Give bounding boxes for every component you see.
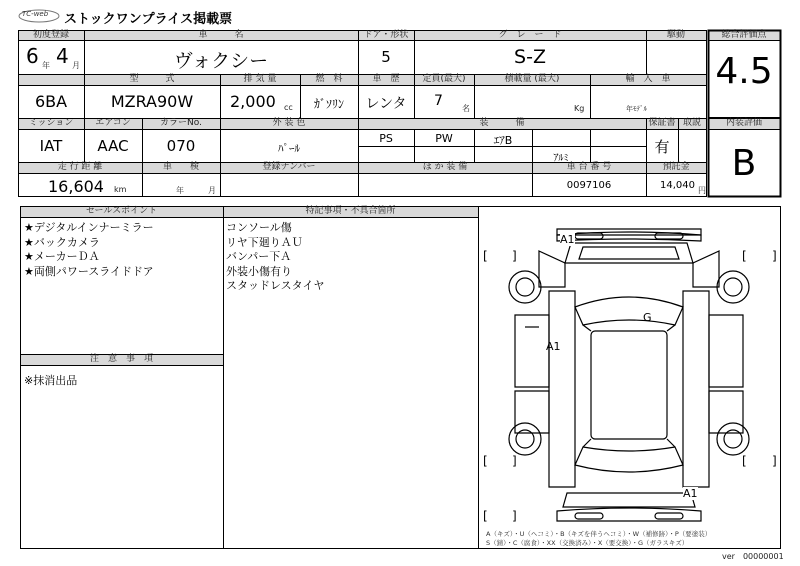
model-prefix: 6BA [34,92,68,111]
sales-points-label: セールスポイント [85,206,158,216]
history-label: 車 歴 [372,74,400,84]
serial-value: 0097106 [566,180,612,191]
serial-label: 車 台 番 号 [566,162,612,172]
model-value: MZRA90W [110,92,194,111]
price-value: 14,040 [660,180,695,191]
color-no-label: カラーNo. [160,118,202,128]
exterior-label: 外 装 色 [272,118,306,128]
doors-label: ドア・形状 [363,30,409,40]
damage-mark-rear: A1 [683,487,698,500]
import-label: 輸 入 車 [625,74,671,84]
equip-alumi: ｱﾙﾐ [553,153,569,164]
interior-score-label: 内装評価 [725,118,762,128]
carname-label: 車 名 [198,30,244,40]
list-item: バンパー下Ａ [226,250,292,263]
total-score: 4.5 [715,51,773,92]
drive-label: 駆動 [666,30,685,40]
inspection-label: 車 検 [162,162,199,172]
sales-points-list [24,221,154,279]
mileage-unit: km [114,185,127,194]
history-value: レンタ [365,96,407,112]
first-reg-year: 6 [26,44,39,68]
bracket-close: ] [772,249,777,263]
manual-label: 取説 [682,118,701,128]
carname-value: ヴォクシー [173,50,269,72]
remarks-label: 特記事項・不具合箇所 [305,206,396,216]
fuel-label: 燃 料 [315,74,343,84]
exterior-value: ﾊﾟｰﾙ [278,142,300,155]
ac-value: AAC [97,137,129,155]
load-label: 積載量 (最大) [504,74,560,84]
damage-mark-side: A1 [546,340,561,353]
damage-legend-line2: S（錆）・C（腐食）・XX（交換済み）・X（要交換）・G（ガラスキズ） [486,539,689,547]
disp-label: 排 気 量 [243,74,277,84]
bracket-close: ] [512,249,517,263]
version-label: ver 00000001 [722,552,784,561]
insp-year-unit: 年 [176,186,184,195]
list-item: ★デジタルインナーミラー [24,221,154,234]
damage-mark-front: A1 [560,233,575,246]
capacity-unit: 名 [462,104,470,113]
list-item: ★バックカメラ [24,235,100,249]
logo-text: TC-web [22,10,49,18]
equip-ps: PS [379,132,393,145]
plate-label: 登録ナンバー [262,162,316,172]
damage-legend-line1: A（キズ）・U（ヘコミ）・B（キズを伴うヘコミ）・W（補修跡）・P（要塗装） [486,530,712,538]
list-item: ★メーカーＤＡ [24,250,100,263]
fuel-value: ｶﾞｿﾘﾝ [313,97,344,111]
list-item: 外装小傷有り [226,264,292,278]
total-score-label: 総合評価点 [721,30,767,40]
color-no-value: 070 [166,137,196,155]
price-label: 預託金 [662,162,690,172]
notes-list [24,374,77,389]
bracket-close: ] [512,509,517,523]
bracket-close: ] [772,454,777,468]
warranty-label: 保証書 [648,118,676,128]
year-unit: 年 [42,61,50,70]
list-item: スタッドレスタイヤ [226,279,325,292]
bracket-close: ] [512,454,517,468]
capacity-value: 7 [434,93,443,109]
doors-value: 5 [381,48,391,66]
first-reg-label: 初度登録 [32,30,69,40]
ac-label: エアコン [95,118,131,128]
list-item: ※抹消出品 [24,374,78,387]
import-note: 年ﾓﾃﾞﾙ [626,105,647,113]
mileage-label: 走 行 距 離 [57,162,103,172]
list-item: コンソール傷 [226,221,292,234]
list-item: リヤ下廻りＡＵ [226,235,303,249]
capacity-label: 定員(最大) [422,74,466,84]
warranty-value: 有 [654,138,670,156]
page-title: ストックワンプライス掲載票 [64,12,233,27]
price-unit: 円 [698,186,706,195]
bracket-open: [ [483,454,488,468]
insp-month-unit: 月 [208,186,216,195]
mission-label: ミッション [28,118,74,128]
equip-airbag: ｴｱB [493,134,513,147]
disp-unit: cc [284,103,293,112]
car-condition-diagram [479,207,780,548]
equip-pw: PW [435,132,453,145]
other-equip-label: ほ か 装 備 [422,162,468,172]
remarks-list [226,221,324,294]
mileage-value: 16,604 [48,177,104,196]
interior-score: B [731,143,757,184]
list-item: ★両側パワースライドドア [24,264,154,278]
disp-value: 2,000 [230,92,276,111]
mission-value: IAT [39,137,63,155]
damage-mark-glass: G [643,311,652,324]
bracket-open: [ [483,509,488,523]
bracket-open: [ [742,249,747,263]
notes-label: 注 意 事 項 [89,354,153,364]
grade-label: グ レ ー ド [498,30,562,40]
month-unit: 月 [72,61,80,70]
bracket-open: [ [742,454,747,468]
model-label: 型 式 [129,74,175,84]
bracket-open: [ [483,249,488,263]
grade-value: S-Z [514,46,546,68]
first-reg-month: 4 [56,44,69,68]
load-unit: Kg [574,104,585,113]
equip-label: 装 備 [479,118,525,128]
